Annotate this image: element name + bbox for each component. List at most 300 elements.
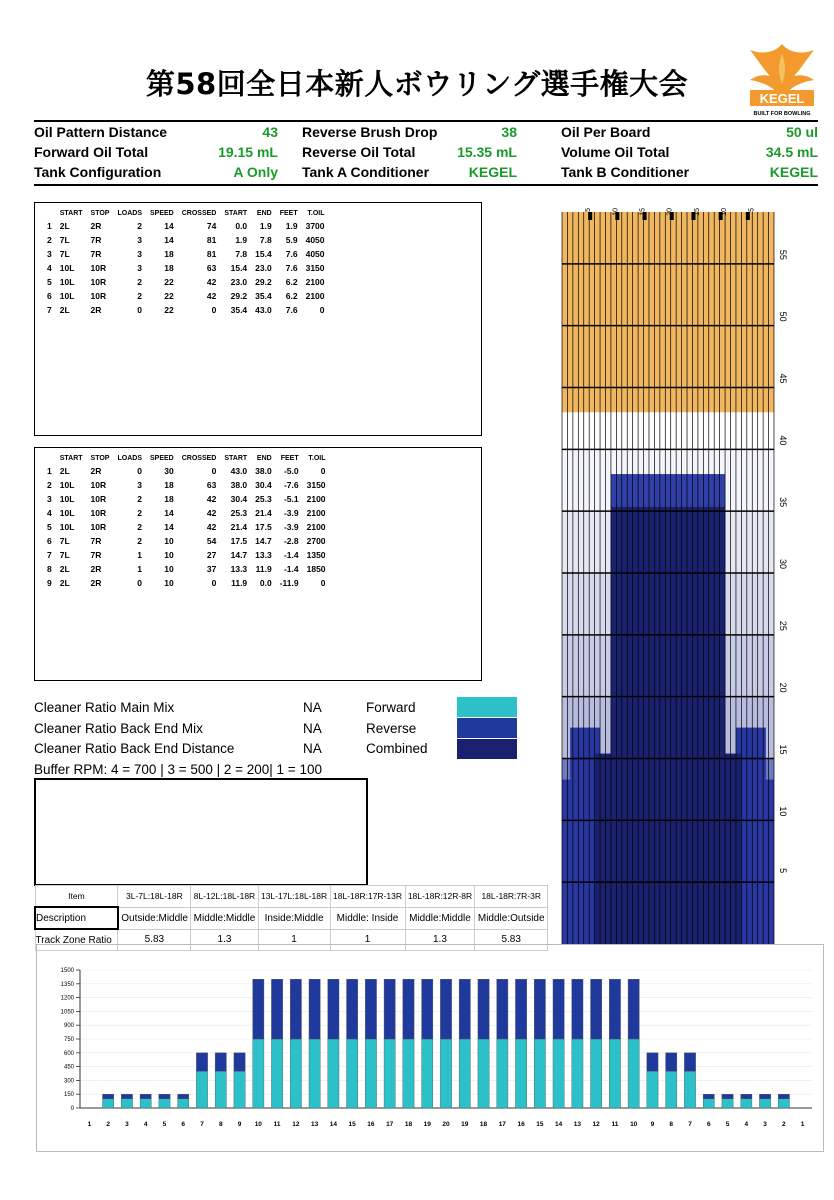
lane-target-arrow	[588, 212, 592, 220]
table-cell: 14	[164, 522, 174, 532]
bar-forward	[534, 1039, 545, 1108]
bar-forward	[347, 1039, 358, 1108]
x-tick-label: 12	[292, 1121, 300, 1128]
bar-forward	[572, 1039, 583, 1108]
zone-description-cell: Middle:Middle	[191, 907, 258, 929]
table-cell: 13.3	[255, 550, 272, 560]
table-cell: 30.4	[255, 480, 272, 490]
table-cell: 7L	[59, 249, 70, 259]
lane-distance-label: 10	[778, 806, 788, 817]
table-cell: 18	[164, 263, 174, 273]
table-cell: 2100	[305, 277, 325, 287]
column-header: END	[256, 454, 272, 462]
bar-reverse	[459, 979, 470, 1039]
table-cell: 1.9	[235, 235, 248, 245]
bar-forward	[309, 1039, 320, 1108]
table-cell: 14	[164, 508, 174, 518]
reverse-table-row	[43, 464, 330, 478]
x-tick-label: 17	[498, 1121, 506, 1128]
table-cell: 2R	[90, 305, 102, 315]
table-cell: 1	[47, 466, 52, 476]
table-cell: 0	[137, 578, 142, 588]
reverse-table-row	[43, 576, 330, 590]
table-cell: 3	[47, 494, 52, 504]
lane-reverse-top-block	[611, 474, 725, 506]
bar-forward	[628, 1039, 639, 1108]
forward-pass-table	[34, 202, 482, 436]
lane-board-label: 20	[666, 208, 674, 216]
x-tick-label: 20	[442, 1121, 450, 1128]
x-tick-label: 4	[143, 1121, 148, 1128]
table-cell: 0.0	[235, 221, 248, 231]
table-cell: 18	[164, 480, 174, 490]
bar-forward	[722, 1099, 733, 1108]
x-tick-label: 8	[218, 1121, 223, 1128]
lane-distance-label: 50	[778, 311, 788, 322]
table-cell: 0	[211, 466, 217, 476]
bar-reverse	[271, 979, 282, 1039]
column-header: CROSSED	[181, 454, 217, 462]
x-tick-label: 19	[423, 1121, 431, 1128]
column-header: FEET	[280, 454, 299, 462]
forward-table-row	[43, 219, 329, 233]
table-cell: 10L	[59, 480, 75, 490]
table-cell: 0	[319, 305, 325, 315]
column-header: CROSSED	[181, 209, 217, 217]
zone-description-cell: Middle:Outside	[475, 907, 548, 929]
volume-oil-total-label: Volume Oil Total	[561, 144, 670, 160]
bar-reverse	[722, 1094, 733, 1099]
oil-pattern-distance-label: Oil Pattern Distance	[34, 124, 168, 140]
x-tick-label: 3	[763, 1121, 767, 1128]
table-cell: 2	[47, 480, 52, 490]
zone-header-cell: 18L-18R:12R-8R	[405, 886, 475, 908]
zone-header-cell: 18L-18R:17R-13R	[330, 886, 405, 908]
table-cell: 10L	[59, 291, 75, 301]
x-tick-label: 14	[554, 1121, 563, 1128]
table-cell: 2	[137, 221, 142, 231]
forward-table-row	[43, 233, 329, 247]
table-cell: -1.4	[283, 550, 299, 560]
table-cell: 38.0	[255, 466, 272, 476]
bar-forward	[159, 1099, 170, 1108]
table-cell: 22	[164, 291, 174, 301]
y-tick-label: 900	[63, 1023, 74, 1030]
tank-configuration-value: A Only	[233, 164, 278, 180]
table-cell: 38.0	[230, 480, 248, 490]
buffer-rpm-text: Buffer RPM: 4 = 700 | 3 = 500 | 2 = 200| 1 = 100	[34, 762, 322, 777]
forward-table-row	[43, 247, 329, 261]
zone-ratio-label: Track Zone Ratio	[35, 929, 118, 951]
table-cell: 0	[137, 466, 142, 476]
table-cell: 7L	[59, 235, 70, 245]
table-cell: 3	[47, 249, 52, 259]
table-cell: 10L	[59, 508, 75, 518]
zone-ratio-cell: 5.83	[118, 929, 191, 951]
table-cell: 2R	[90, 564, 102, 574]
zone-ratio-cell: 5.83	[475, 929, 548, 951]
bar-reverse	[553, 979, 564, 1039]
table-cell: 54	[206, 536, 217, 546]
summary-row-1	[34, 124, 818, 144]
table-cell: 14.7	[230, 550, 248, 560]
x-tick-label: 6	[706, 1121, 711, 1128]
x-tick-label: 8	[669, 1121, 674, 1128]
lane-distance-label: 15	[778, 744, 788, 755]
y-tick-label: 1350	[60, 981, 74, 988]
cleaner-main-mix-value: NA	[303, 700, 322, 715]
bar-forward	[778, 1099, 789, 1108]
reverse-table-row	[43, 520, 330, 534]
x-tick-label: 18	[479, 1121, 488, 1128]
x-tick-label: 7	[200, 1121, 204, 1128]
table-cell: 10L	[59, 277, 75, 287]
zone-header-cell: 8L-12L:18L-18R	[191, 886, 258, 908]
table-cell: 10	[164, 578, 174, 588]
table-cell: 3150	[306, 480, 326, 490]
logo-tagline: BUILT FOR BOWLING	[753, 111, 811, 117]
table-cell: 2L	[59, 578, 70, 588]
table-cell: 10R	[90, 508, 107, 518]
lane-board-label: 5	[748, 208, 756, 212]
bar-forward	[553, 1039, 564, 1108]
table-cell: 11.9	[231, 578, 248, 588]
column-header: START	[224, 209, 248, 217]
bar-forward	[384, 1039, 395, 1108]
table-cell: -11.9	[279, 578, 299, 588]
zone-header-row	[35, 886, 548, 908]
lane-center-right-extension	[725, 754, 741, 944]
header-rule-bottom	[34, 184, 818, 186]
table-cell: 10R	[90, 494, 107, 504]
reverse-pass-table	[34, 447, 482, 681]
table-cell: 7.6	[285, 263, 298, 273]
table-cell: 3	[137, 235, 142, 245]
table-cell: 2100	[306, 508, 326, 518]
table-cell: 15.4	[255, 249, 272, 259]
tank-a-conditioner-label: Tank A Conditioner	[302, 164, 430, 180]
row-number-header	[43, 207, 56, 219]
zone-ratio-cell: 1	[330, 929, 405, 951]
bar-reverse	[572, 979, 583, 1039]
x-tick-label: 13	[310, 1121, 319, 1128]
table-cell: -5.0	[283, 466, 299, 476]
table-cell: 1350	[306, 550, 326, 560]
bar-forward	[178, 1099, 189, 1108]
table-cell: 2R	[90, 578, 102, 588]
bar-reverse	[365, 979, 376, 1039]
bar-reverse	[290, 979, 301, 1039]
table-cell: -7.6	[283, 480, 299, 490]
table-cell: 42	[206, 291, 217, 301]
x-tick-label: 9	[237, 1121, 242, 1128]
reverse-table-row	[43, 506, 330, 520]
table-cell: 2L	[59, 305, 70, 315]
lane-center-oil-block	[611, 506, 725, 944]
table-cell: 23.0	[255, 263, 272, 273]
zone-description-cell: Inside:Middle	[258, 907, 330, 929]
table-cell: 15.4	[230, 263, 248, 273]
bar-forward	[253, 1039, 264, 1108]
lane-distance-label: 35	[778, 497, 788, 508]
forward-table-row	[43, 261, 329, 275]
bar-reverse	[741, 1094, 752, 1099]
forward-table-row	[43, 289, 329, 303]
table-cell: 10R	[90, 263, 107, 273]
table-cell: 0	[320, 466, 326, 476]
table-cell: 1	[137, 550, 142, 560]
x-tick-label: 15	[348, 1121, 356, 1128]
forward-header-row	[43, 207, 329, 219]
forward-table-grid	[43, 207, 329, 317]
table-cell: 10	[164, 536, 174, 546]
x-tick-label: 2	[106, 1121, 110, 1128]
cleaner-back-end-mix-label: Cleaner Ratio Back End Mix	[34, 721, 203, 736]
zone-description-label: Description	[35, 907, 118, 929]
table-cell: 4	[47, 508, 52, 518]
forward-table-row	[43, 275, 329, 289]
column-header: END	[256, 209, 272, 217]
legend-reverse-swatch	[457, 718, 517, 738]
bar-reverse	[703, 1094, 714, 1099]
x-tick-label: 5	[162, 1121, 167, 1128]
bar-forward	[140, 1099, 151, 1108]
table-cell: 7L	[59, 550, 70, 560]
column-header: SPEED	[149, 454, 174, 462]
cleaner-back-end-mix-value: NA	[303, 721, 322, 736]
table-cell: 7	[47, 305, 52, 315]
bar-forward	[459, 1039, 470, 1108]
table-cell: 14.7	[255, 536, 272, 546]
bar-forward	[403, 1039, 414, 1108]
x-tick-label: 18	[404, 1121, 413, 1128]
bar-reverse	[140, 1094, 151, 1099]
x-tick-label: 14	[329, 1121, 338, 1128]
column-header: STOP	[90, 209, 110, 217]
reverse-brush-drop-label: Reverse Brush Drop	[302, 124, 438, 140]
table-cell: 37	[206, 564, 217, 574]
table-cell: 27	[206, 550, 217, 560]
table-cell: 1	[47, 221, 52, 231]
board-volume-chart	[36, 944, 822, 1150]
lane-board-label: 10	[612, 208, 620, 216]
table-cell: 7R	[90, 550, 102, 560]
zone-ratio-cell: 1.3	[405, 929, 475, 951]
x-tick-label: 6	[181, 1121, 186, 1128]
bar-reverse	[440, 979, 451, 1039]
table-cell: -3.9	[283, 522, 299, 532]
bar-reverse	[778, 1094, 789, 1099]
x-tick-label: 9	[650, 1121, 655, 1128]
table-cell: 35.4	[230, 305, 248, 315]
table-cell: 74	[206, 221, 217, 231]
tank-b-conditioner-value: KEGEL	[769, 164, 818, 180]
column-header: T.OIL	[307, 209, 325, 217]
bar-forward	[666, 1071, 677, 1108]
table-cell: 43.0	[255, 305, 272, 315]
x-tick-label: 10	[254, 1121, 262, 1128]
summary-row-3	[34, 164, 818, 184]
reverse-table-row	[43, 478, 330, 492]
table-cell: 2	[137, 508, 142, 518]
page-title: 第58回全日本新人ボウリング選手権大会	[145, 67, 689, 101]
table-cell: 1.9	[259, 221, 272, 231]
bar-reverse	[234, 1053, 245, 1071]
table-cell: 17.5	[255, 522, 272, 532]
table-cell: 7L	[59, 536, 70, 546]
table-cell: 9	[47, 578, 52, 588]
bar-reverse	[422, 979, 433, 1039]
bar-reverse	[609, 979, 620, 1039]
bar-forward	[591, 1039, 602, 1108]
table-cell: 10R	[90, 277, 107, 287]
table-cell: 10L	[59, 263, 75, 273]
x-tick-label: 17	[386, 1121, 394, 1128]
tank-a-conditioner-value: KEGEL	[468, 164, 517, 180]
column-header: START	[224, 454, 248, 462]
x-tick-label: 10	[630, 1121, 638, 1128]
cleaner-back-end-distance-label: Cleaner Ratio Back End Distance	[34, 741, 235, 756]
table-cell: 42	[206, 508, 217, 518]
zone-header-cell: Item	[35, 886, 118, 908]
reverse-table-row	[43, 548, 330, 562]
bar-forward	[422, 1039, 433, 1108]
y-tick-label: 0	[70, 1106, 74, 1112]
column-header: LOADS	[117, 209, 142, 217]
bar-reverse	[347, 979, 358, 1039]
volume-oil-total-value: 34.5 mL	[765, 144, 818, 160]
tank-configuration-label: Tank Configuration	[34, 164, 162, 180]
zone-description-cell: Middle:Middle	[405, 907, 475, 929]
table-cell: 22	[164, 305, 174, 315]
legend-combined-swatch	[457, 739, 517, 759]
lane-center-left-extension	[595, 754, 611, 944]
bar-forward	[234, 1071, 245, 1108]
bar-forward	[196, 1071, 207, 1108]
bar-forward	[609, 1039, 620, 1108]
table-cell: 10	[164, 564, 174, 574]
column-header: T.OIL	[308, 454, 326, 462]
table-cell: 35.4	[255, 291, 272, 301]
table-cell: 10R	[90, 291, 107, 301]
x-tick-label: 11	[273, 1121, 281, 1128]
column-header: STOP	[90, 454, 110, 462]
kegel-logo	[740, 40, 824, 120]
table-cell: 0.0	[259, 578, 272, 588]
tank-b-conditioner-label: Tank B Conditioner	[561, 164, 690, 180]
bar-forward	[215, 1071, 226, 1108]
bar-reverse	[196, 1053, 207, 1071]
table-cell: 4050	[305, 249, 325, 259]
lane-distance-label: 5	[778, 868, 788, 874]
lane-board-label: 15	[639, 208, 647, 216]
bar-forward	[759, 1099, 770, 1108]
table-cell: 1.9	[285, 221, 298, 231]
bar-forward	[271, 1039, 282, 1108]
reverse-table-row	[43, 562, 330, 576]
bar-reverse	[309, 979, 320, 1039]
table-cell: 42	[206, 277, 217, 287]
bar-reverse	[647, 1053, 658, 1071]
reverse-oil-total-label: Reverse Oil Total	[302, 144, 416, 160]
table-cell: 6.2	[285, 277, 298, 287]
table-cell: 3700	[305, 221, 325, 231]
column-header: LOADS	[117, 454, 142, 462]
bar-reverse	[121, 1094, 132, 1099]
table-cell: 2	[137, 494, 142, 504]
bar-forward	[647, 1071, 658, 1108]
bar-forward	[478, 1039, 489, 1108]
table-cell: -1.4	[283, 564, 299, 574]
table-cell: 1	[137, 564, 142, 574]
oil-pattern-distance-value: 43	[262, 124, 278, 140]
forward-oil-total-label: Forward Oil Total	[34, 144, 149, 160]
table-cell: 4	[47, 263, 52, 273]
table-cell: 13.3	[230, 564, 248, 574]
table-cell: 23.0	[230, 277, 248, 287]
x-tick-label: 16	[367, 1121, 375, 1128]
lane-distance-label: 45	[778, 373, 788, 384]
table-cell: 2R	[90, 466, 102, 476]
table-cell: 1850	[306, 564, 326, 574]
table-cell: 3	[137, 249, 142, 259]
table-cell: 10R	[90, 522, 107, 532]
legend-forward-swatch	[457, 697, 517, 717]
table-cell: 2L	[59, 221, 70, 231]
table-cell: 7.6	[285, 305, 298, 315]
table-cell: 42	[206, 494, 217, 504]
table-cell: 3150	[305, 263, 325, 273]
logo-wordmark: KEGEL	[759, 91, 805, 106]
table-cell: 8	[47, 564, 52, 574]
bar-forward	[103, 1099, 114, 1108]
table-cell: 7R	[90, 536, 102, 546]
bar-reverse	[253, 979, 264, 1039]
table-cell: 2L	[59, 564, 70, 574]
forward-table-row	[43, 303, 329, 317]
table-cell: 25.3	[230, 508, 248, 518]
y-tick-label: 1500	[60, 968, 74, 974]
x-tick-label: 1	[87, 1121, 92, 1128]
table-cell: 2	[137, 291, 142, 301]
column-header: SPEED	[149, 209, 174, 217]
bar-reverse	[759, 1094, 770, 1099]
table-cell: 21.4	[255, 508, 272, 518]
x-tick-label: 5	[725, 1121, 730, 1128]
table-cell: 10L	[59, 494, 75, 504]
zone-description-row	[35, 907, 548, 929]
bar-reverse	[215, 1053, 226, 1071]
legend-reverse-label: Reverse	[366, 721, 417, 736]
table-cell: 0	[137, 305, 142, 315]
table-cell: 30.4	[230, 494, 248, 504]
bar-reverse	[497, 979, 508, 1039]
summary-row-2	[34, 144, 818, 164]
table-cell: 42	[206, 522, 217, 532]
table-cell: 2	[137, 536, 142, 546]
zone-header-cell: 18L-18R:7R-3R	[475, 886, 548, 908]
bar-reverse	[178, 1094, 189, 1099]
y-tick-label: 300	[63, 1078, 74, 1085]
legend-forward-label: Forward	[366, 700, 416, 715]
cleaner-main-mix-label: Cleaner Ratio Main Mix	[34, 700, 175, 715]
y-tick-label: 600	[63, 1050, 74, 1057]
table-cell: 2100	[306, 522, 326, 532]
x-tick-label: 19	[461, 1121, 469, 1128]
table-cell: 10	[164, 550, 174, 560]
bar-reverse	[478, 979, 489, 1039]
x-tick-label: 12	[592, 1121, 600, 1128]
